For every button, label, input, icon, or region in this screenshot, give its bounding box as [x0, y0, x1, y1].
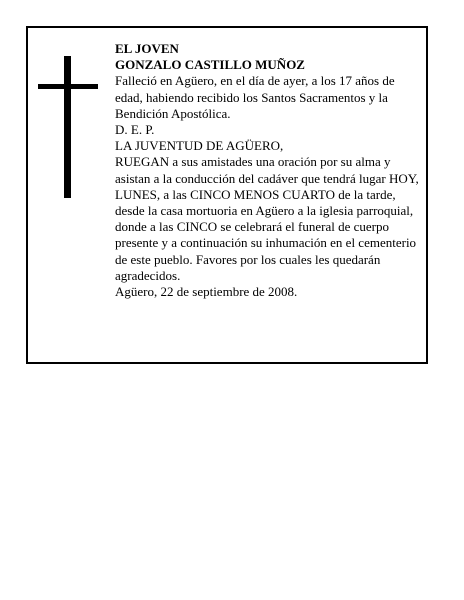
cross-vertical-bar: [64, 56, 71, 198]
notice-body: [115, 41, 420, 300]
family-line: LA JUVENTUD DE AGÜERO,: [115, 138, 284, 154]
cross-icon: [38, 56, 98, 198]
cross-horizontal-bar: [38, 84, 98, 89]
rest-in-peace: D. E. P.: [115, 122, 155, 138]
funeral-request: RUEGAN a sus amistades una oración por su alma y asistan a la conducción del cadáver que tendrá lugar HOY, LUNES, a las CINCO MENOS CUARTO de la tarde, desde la casa mortuoria en Agüero a la iglesia parroquial, donde a las CINCO se celebrará el funeral de cuerpo presente y a continuación su inhumación en el cementerio de este pueblo. Favores por los cuales les quedarán agradecidos.: [115, 154, 419, 283]
obituary-notice: [26, 26, 428, 364]
deceased-name: GONZALO CASTILLO MUÑOZ: [115, 57, 305, 73]
place-date: Agüero, 22 de septiembre de 2008.: [115, 284, 298, 300]
heading-line-1: EL JOVEN: [115, 41, 179, 56]
death-statement: Falleció en Agüero, en el día de ayer, a los 17 años de edad, habiendo recibido los Santos Sacramentos y la Bendición Apostólica.: [115, 73, 395, 121]
